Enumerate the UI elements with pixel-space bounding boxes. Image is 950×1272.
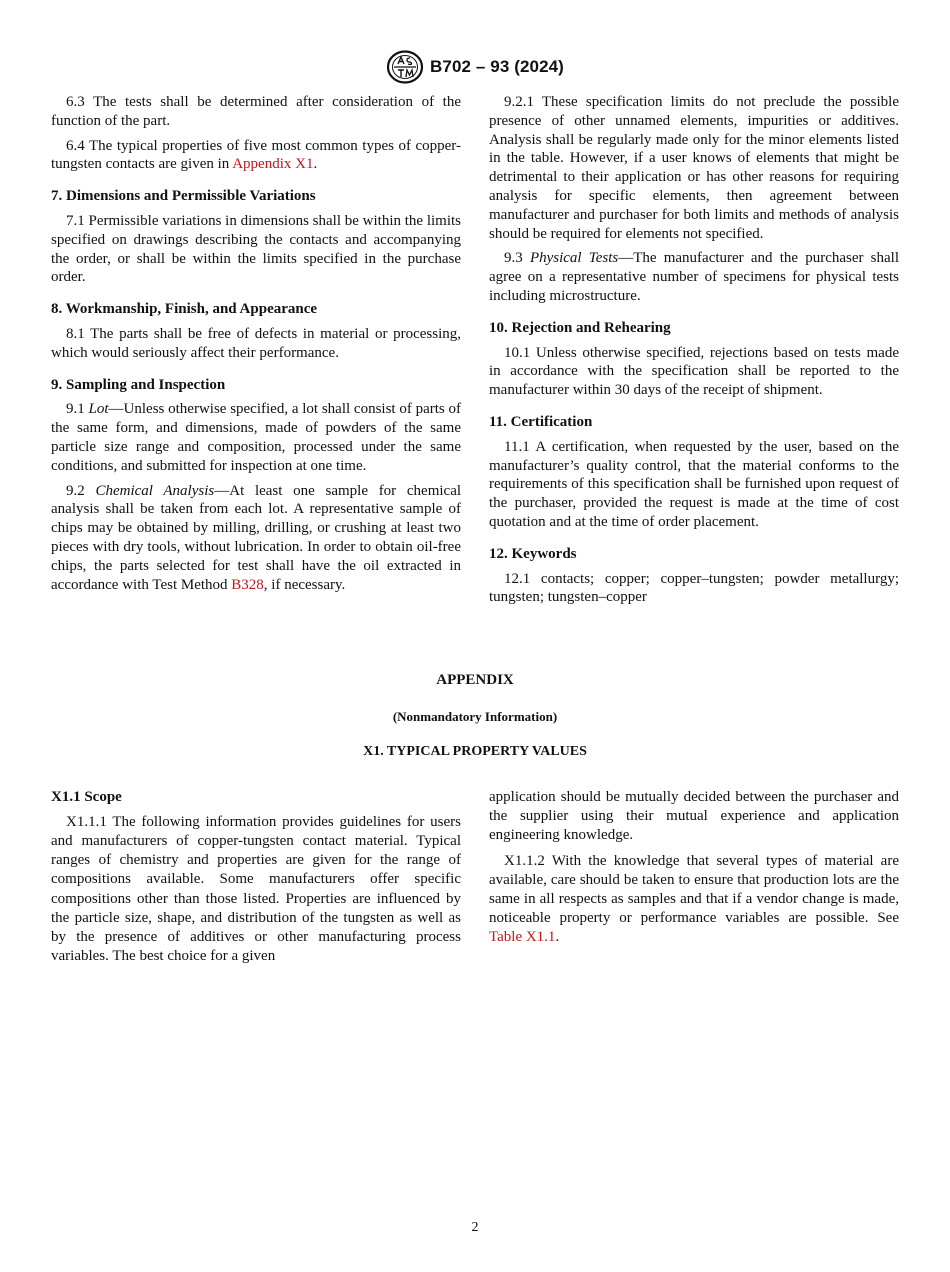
paragraph-9-1-text: —Unless otherwise specified, a lot shall consist of parts of the same form, and dimensions, made of powders of the same particle size range and composition, processed under the same conditions, and submitted for inspection at one time. (51, 401, 462, 474)
paragraph-9-1 (51, 400, 461, 475)
paragraph-9-2-number: 9.2 (66, 482, 96, 499)
paragraph-11-1: 11.1 A certification, when requested by the user, based on the manufacturer’s quality control, that the material conforms to the requirements of this specification shall be furnished upon request of the purchaser, provided the request is made at the time of cost quotation and at the time of order placement. (489, 438, 899, 530)
left-column-top (51, 93, 461, 600)
page-number: 2 (471, 1220, 479, 1235)
paragraph-x1-1-2 (489, 852, 899, 948)
paragraph-9-3-term: Physical Tests (529, 250, 619, 267)
paragraph-x1-1-2-text: X1.1.2 With the knowledge that several types of material are available, care should be taken to ensure that production lots are the same in all respects as samples and that if a vendor change is made, noticeable property or performance variables are possible. See (489, 852, 899, 927)
paragraph-x1-1-1: X1.1.1 The following information provides guidelines for users and manufacturers of copper-tungsten contact material. Typical ranges of chemistry and properties are given for the range of compositions available. Some manufacturers offer specific compositions other than those listed. Properties are influenced by the particle size, shape, and distribution of the tungsten as well as by the presence of additives or other manufacturing process variables. The best choice for a given (51, 813, 461, 965)
paragraph-7-1: 7.1 Permissible variations in dimensions shall be within the limits specified on drawings describing the contacts and accompanying the order, or shall be within the limits specified in the purchase order. (51, 212, 461, 286)
paragraph-6-3: 6.3 The tests shall be determined after consideration of the function of the part. (51, 94, 461, 129)
section-7-heading: 7. Dimensions and Permissible Variations (51, 188, 316, 205)
paragraph-6-4-end: . (313, 156, 318, 173)
paragraph-8-1: 8.1 The parts shall be free of defects in material or processing, which would seriously affect their performance. (51, 325, 461, 361)
paragraph-6-4-text: 6.4 The typical properties of five most common types of copper-tungsten contacts are given in (51, 137, 461, 173)
appendix-title: APPENDIX (436, 672, 514, 688)
paragraph-9-3-text: —The manufacturer and the purchaser shall agree on a representative number of specimens for physical tests including microstructure. (489, 250, 900, 304)
appendix-section-title: X1. TYPICAL PROPERTY VALUES (363, 744, 587, 759)
right-column-bottom (489, 788, 899, 954)
astm-logo-icon (386, 50, 424, 84)
section-12-heading: 12. Keywords (489, 545, 577, 562)
paragraph-x1-1-1-continued: application should be mutually decided between the purchaser and the supplier using their mutual experience and application engineering knowledge. (489, 789, 899, 844)
appendix-x1-link[interactable]: Appendix X1 (232, 156, 314, 173)
paragraph-x1-1-2-end: . (555, 929, 560, 946)
section-8-heading: 8. Workmanship, Finish, and Appearance (51, 301, 318, 318)
paragraph-10-1: 10.1 Unless otherwise specified, rejections based on tests made in accordance with the specification shall be reported to the manufacturer within 30 days of the receipt of shipment. (489, 344, 899, 399)
b328-link[interactable]: B328 (231, 576, 264, 593)
paragraph-6-4 (51, 137, 461, 175)
page-header (0, 50, 950, 84)
section-11-heading: 11. Certification (489, 413, 593, 430)
section-9-heading: 9. Sampling and Inspection (51, 376, 226, 393)
table-x1-1-link[interactable]: Table X1.1 (489, 929, 556, 946)
section-10-heading: 10. Rejection and Rehearing (489, 319, 671, 336)
paragraph-9-2-term: Chemical Analysis (95, 482, 215, 499)
appendix-subtitle: (Nonmandatory Information) (392, 709, 558, 724)
paragraph-9-3 (489, 249, 899, 305)
standard-designation: B702 – 93 (2024) (430, 57, 564, 76)
left-column-bottom (51, 788, 461, 972)
section-x1-1-heading: X1.1 Scope (51, 789, 122, 805)
right-column-top (489, 93, 899, 613)
paragraph-9-3-number: 9.3 (504, 250, 530, 267)
paragraph-9-2-text: —At least one sample for chemical analysis shall be taken from each lot. A representative sample of chips may be obtained by milling, drilling, or crushing at least two pieces with dry tools, without lubrication. In order to obtain oil-free chips, the parts selected for test shall have the oil extracted in accordance with Test Method (51, 482, 462, 593)
paragraph-12-1: 12.1 contacts; copper; copper–tungsten; powder metallurgy; tungsten; tungsten–copper (489, 570, 899, 606)
paragraph-9-2 (51, 482, 461, 595)
paragraph-9-2-1: 9.2.1 These specification limits do not preclude the possible presence of other unnamed elements, impurities or additives. Analysis shall be regularly made only for the minor elements listed in the table. However, if a user knows of elements that might be detrimental to their application or has other reasons for requiring analysis for specific elements, then agreement between manufacturer and purchaser for both limits and methods of analysis should be required for elements not specified. (489, 94, 899, 242)
paragraph-9-1-term: Lot (88, 401, 109, 418)
paragraph-9-2-end: , if necessary. (263, 576, 346, 593)
paragraph-9-1-number: 9.1 (66, 401, 89, 418)
